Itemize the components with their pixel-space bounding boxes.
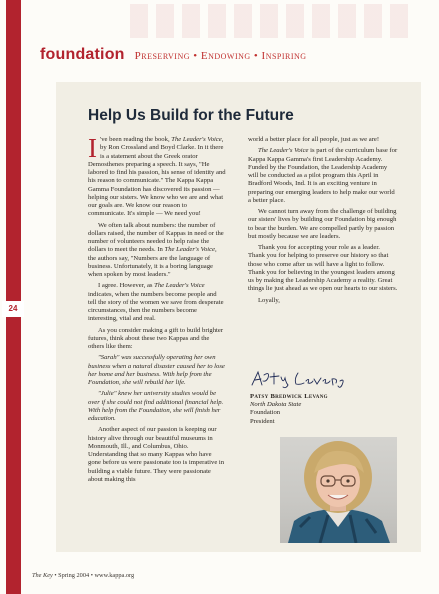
red-side-bar xyxy=(6,0,21,594)
paragraph: We often talk about numbers: the number of dollars raised, the number of Kappas in need or the number of volunteers needed to help raise the dollars to meet the needs. In The Leader's Voice, the authors say, "Numbers are the language of business. Unfortunately, it is a boring language when spoken by most leaders." xyxy=(88,221,224,278)
author-portrait xyxy=(280,437,397,543)
signer-title: North Dakota State xyxy=(250,401,302,409)
paragraph: I agree. However, as The Leader's Voice indicates, when the numbers become people and tell the story of the women we save from desperate circumstances, then the numbers become interesting, vital and real. xyxy=(88,282,224,323)
portrait-image xyxy=(280,437,397,543)
footer-details: • Spring 2004 • www.kappa.org xyxy=(52,572,135,579)
paragraph: Thank you for accepting your role as a leader. Thank you for helping to preserve our history so that those who come after us will have a light to follow. Thank you for believing in the youngest leaders among us by making the Leadership Academy a reality. Great things lie just ahead as we open our hearts to our sisters. xyxy=(248,244,398,293)
paragraph: world a better place for all people, just as we are! xyxy=(248,136,380,143)
paragraph: I 've been reading the book, The Leader's Voice, by Ron Crossland and Boyd Clarke. In it there is a statement about the Greek orator Demosthenes preparing a speech. It says, "He labored to find his passion, his sense of identity and his reason to communicate." The Kappa Kappa Gamma Foundation has discovered its passion — helping our sisters. We know who we are and what our goals are. We know our reason to communicate. It's simple — We need you! xyxy=(88,133,226,218)
paragraph: Another aspect of our passion is keeping our history alive through our beautiful museums in Monmouth, Ill., and Columbus, Ohio. Understanding that so many Kappas who have gone before us were passionate too is imperative in building a viable future. They were passionate about making this xyxy=(88,426,225,483)
signer-name: Patsy Bredwick Levang xyxy=(250,393,328,400)
paragraph: The Leader's Voice is part of the curriculum base for Kappa Kappa Gamma's first Leadership Academy. Funded by the Foundation, the Leadership Academy will be conducted as a pilot program this April in Bradford Woods, Ind. It is an exciting venture in preparing our emerging leaders to help make our world a better place. xyxy=(248,147,398,204)
signer-title: Foundation xyxy=(250,409,281,417)
drop-cap: I xyxy=(88,133,97,163)
signer-title: President xyxy=(250,417,275,425)
section-tagline: Preserving • Endowing • Inspiring xyxy=(134,50,307,62)
article-column-left xyxy=(88,133,226,487)
article-column-right xyxy=(248,136,398,308)
masthead-watermark xyxy=(130,4,410,38)
paragraph: As you consider making a gift to build brighter futures, think about these two Kappas and the others like them: xyxy=(88,326,224,350)
page-number: 24 xyxy=(2,301,24,317)
page-footer xyxy=(32,572,134,579)
section-title: foundation xyxy=(40,46,125,63)
signature-block xyxy=(250,393,370,426)
paragraph-julie: "Julie" knew her university studies would be over if she could not find additional financial help. With help from the Foundation, she will finish her education. xyxy=(88,390,224,422)
section-header xyxy=(40,46,307,68)
paragraph-sarah: "Sarah" was successfully operating her own business when a natural disaster caused her to lose her home and her business. With help from the Foundation, she will rebuild her life. xyxy=(88,354,225,386)
handwritten-signature xyxy=(250,369,360,389)
closing: Loyally, xyxy=(258,296,280,304)
paragraph: We cannot turn away from the challenge of building our sisters' lives by building our Foundation big enough to bear the burden. We are compelled partly by passion but mostly because we are leaders. xyxy=(248,208,397,240)
publication-name: The Key xyxy=(32,572,53,579)
article-title: Help Us Build for the Future xyxy=(88,107,294,124)
